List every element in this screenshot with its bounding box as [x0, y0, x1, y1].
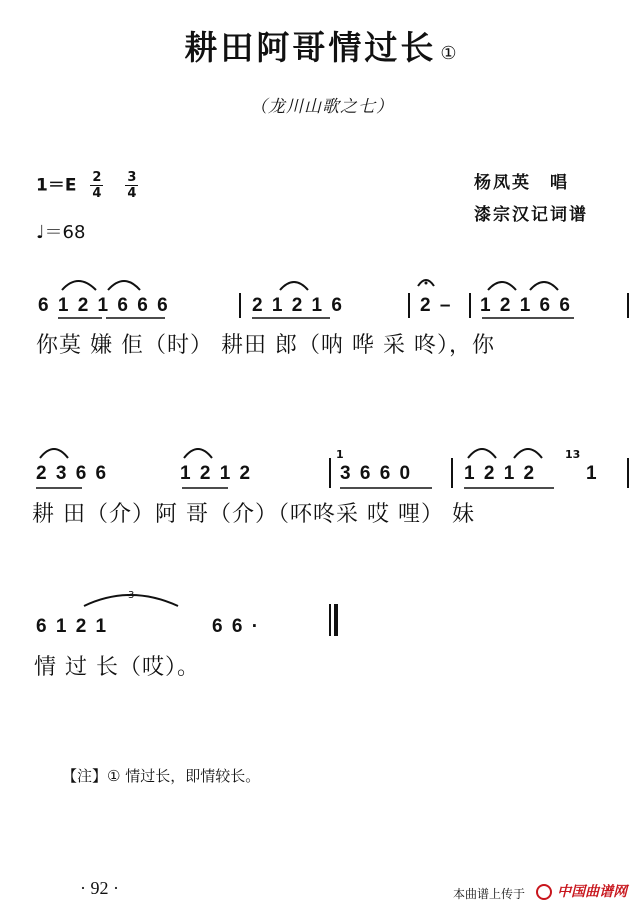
line2-grace-note: 1: [336, 448, 344, 461]
line2-measure-5: 1: [586, 463, 599, 484]
quarter-note-icon: ♩: [36, 222, 45, 243]
line1-measure-4: 1 2 1 6 6: [480, 295, 572, 316]
line2-measure-2: 1 2 1 2: [180, 463, 253, 484]
line2-measure-1: 2 3 6 6: [36, 463, 109, 484]
song-subtitle: （龙川山歌之七）: [250, 97, 394, 117]
slur: [280, 282, 308, 290]
key-text: 1＝E: [36, 175, 77, 196]
slur: [488, 282, 516, 290]
line1-measure-1: 6 1 2 1 6 6 6: [38, 295, 170, 316]
triplet-slur: [84, 595, 178, 606]
recorder-credit: 漆宗汉记词谱: [474, 205, 588, 225]
line2-measure-4: 1 2 1 2: [464, 463, 537, 484]
line1-lyrics: 你莫 嫌 佢（时） 耕田 郎（呐 哗 采 咚），你: [36, 333, 495, 358]
source-text: 本曲谱上传于: [453, 887, 526, 901]
line3-measure-2: 6 6 ·: [212, 616, 261, 637]
slur: [184, 449, 212, 458]
title-footnote-marker: ①: [440, 43, 460, 64]
line1-measure-3: 2 –: [420, 295, 453, 316]
brand-logo-icon: [536, 884, 552, 900]
time-sig-2-top: 3: [127, 170, 137, 185]
line1-measure-2: 2 1 2 1 6: [252, 295, 344, 316]
slur: [40, 449, 68, 458]
slur: [514, 449, 542, 458]
triplet-marker: 3: [128, 590, 135, 601]
singer-credit: 杨凤英 唱: [474, 173, 569, 193]
line2-grace-note-2: 13: [565, 448, 581, 461]
line3-measure-1: 6 1 2 1: [36, 616, 109, 637]
slur: [468, 449, 496, 458]
slur: [108, 281, 140, 290]
time-sig-2-bottom: 4: [127, 186, 137, 201]
footnote: 【注】① 情过长，即情较长。: [62, 767, 261, 785]
time-sig-1-top: 2: [92, 170, 102, 185]
slur: [530, 282, 558, 290]
slur: [62, 281, 96, 290]
song-title-text: 耕田阿哥情过长: [184, 28, 437, 67]
page-number: · 92 ·: [80, 878, 119, 898]
line3-lyrics: 情 过 长（哎）。: [34, 655, 200, 680]
brand-name: 中国曲谱网: [557, 884, 628, 900]
line2-lyrics: 耕 田（介）阿 哥（介）（吥咚采 哎 哩） 妹: [32, 502, 475, 527]
time-sig-1-bottom: 4: [92, 186, 102, 201]
line2-measure-3: 3 6 6 0: [340, 463, 413, 484]
tempo-text: ＝68: [44, 222, 86, 243]
brand-logo: [536, 881, 627, 901]
